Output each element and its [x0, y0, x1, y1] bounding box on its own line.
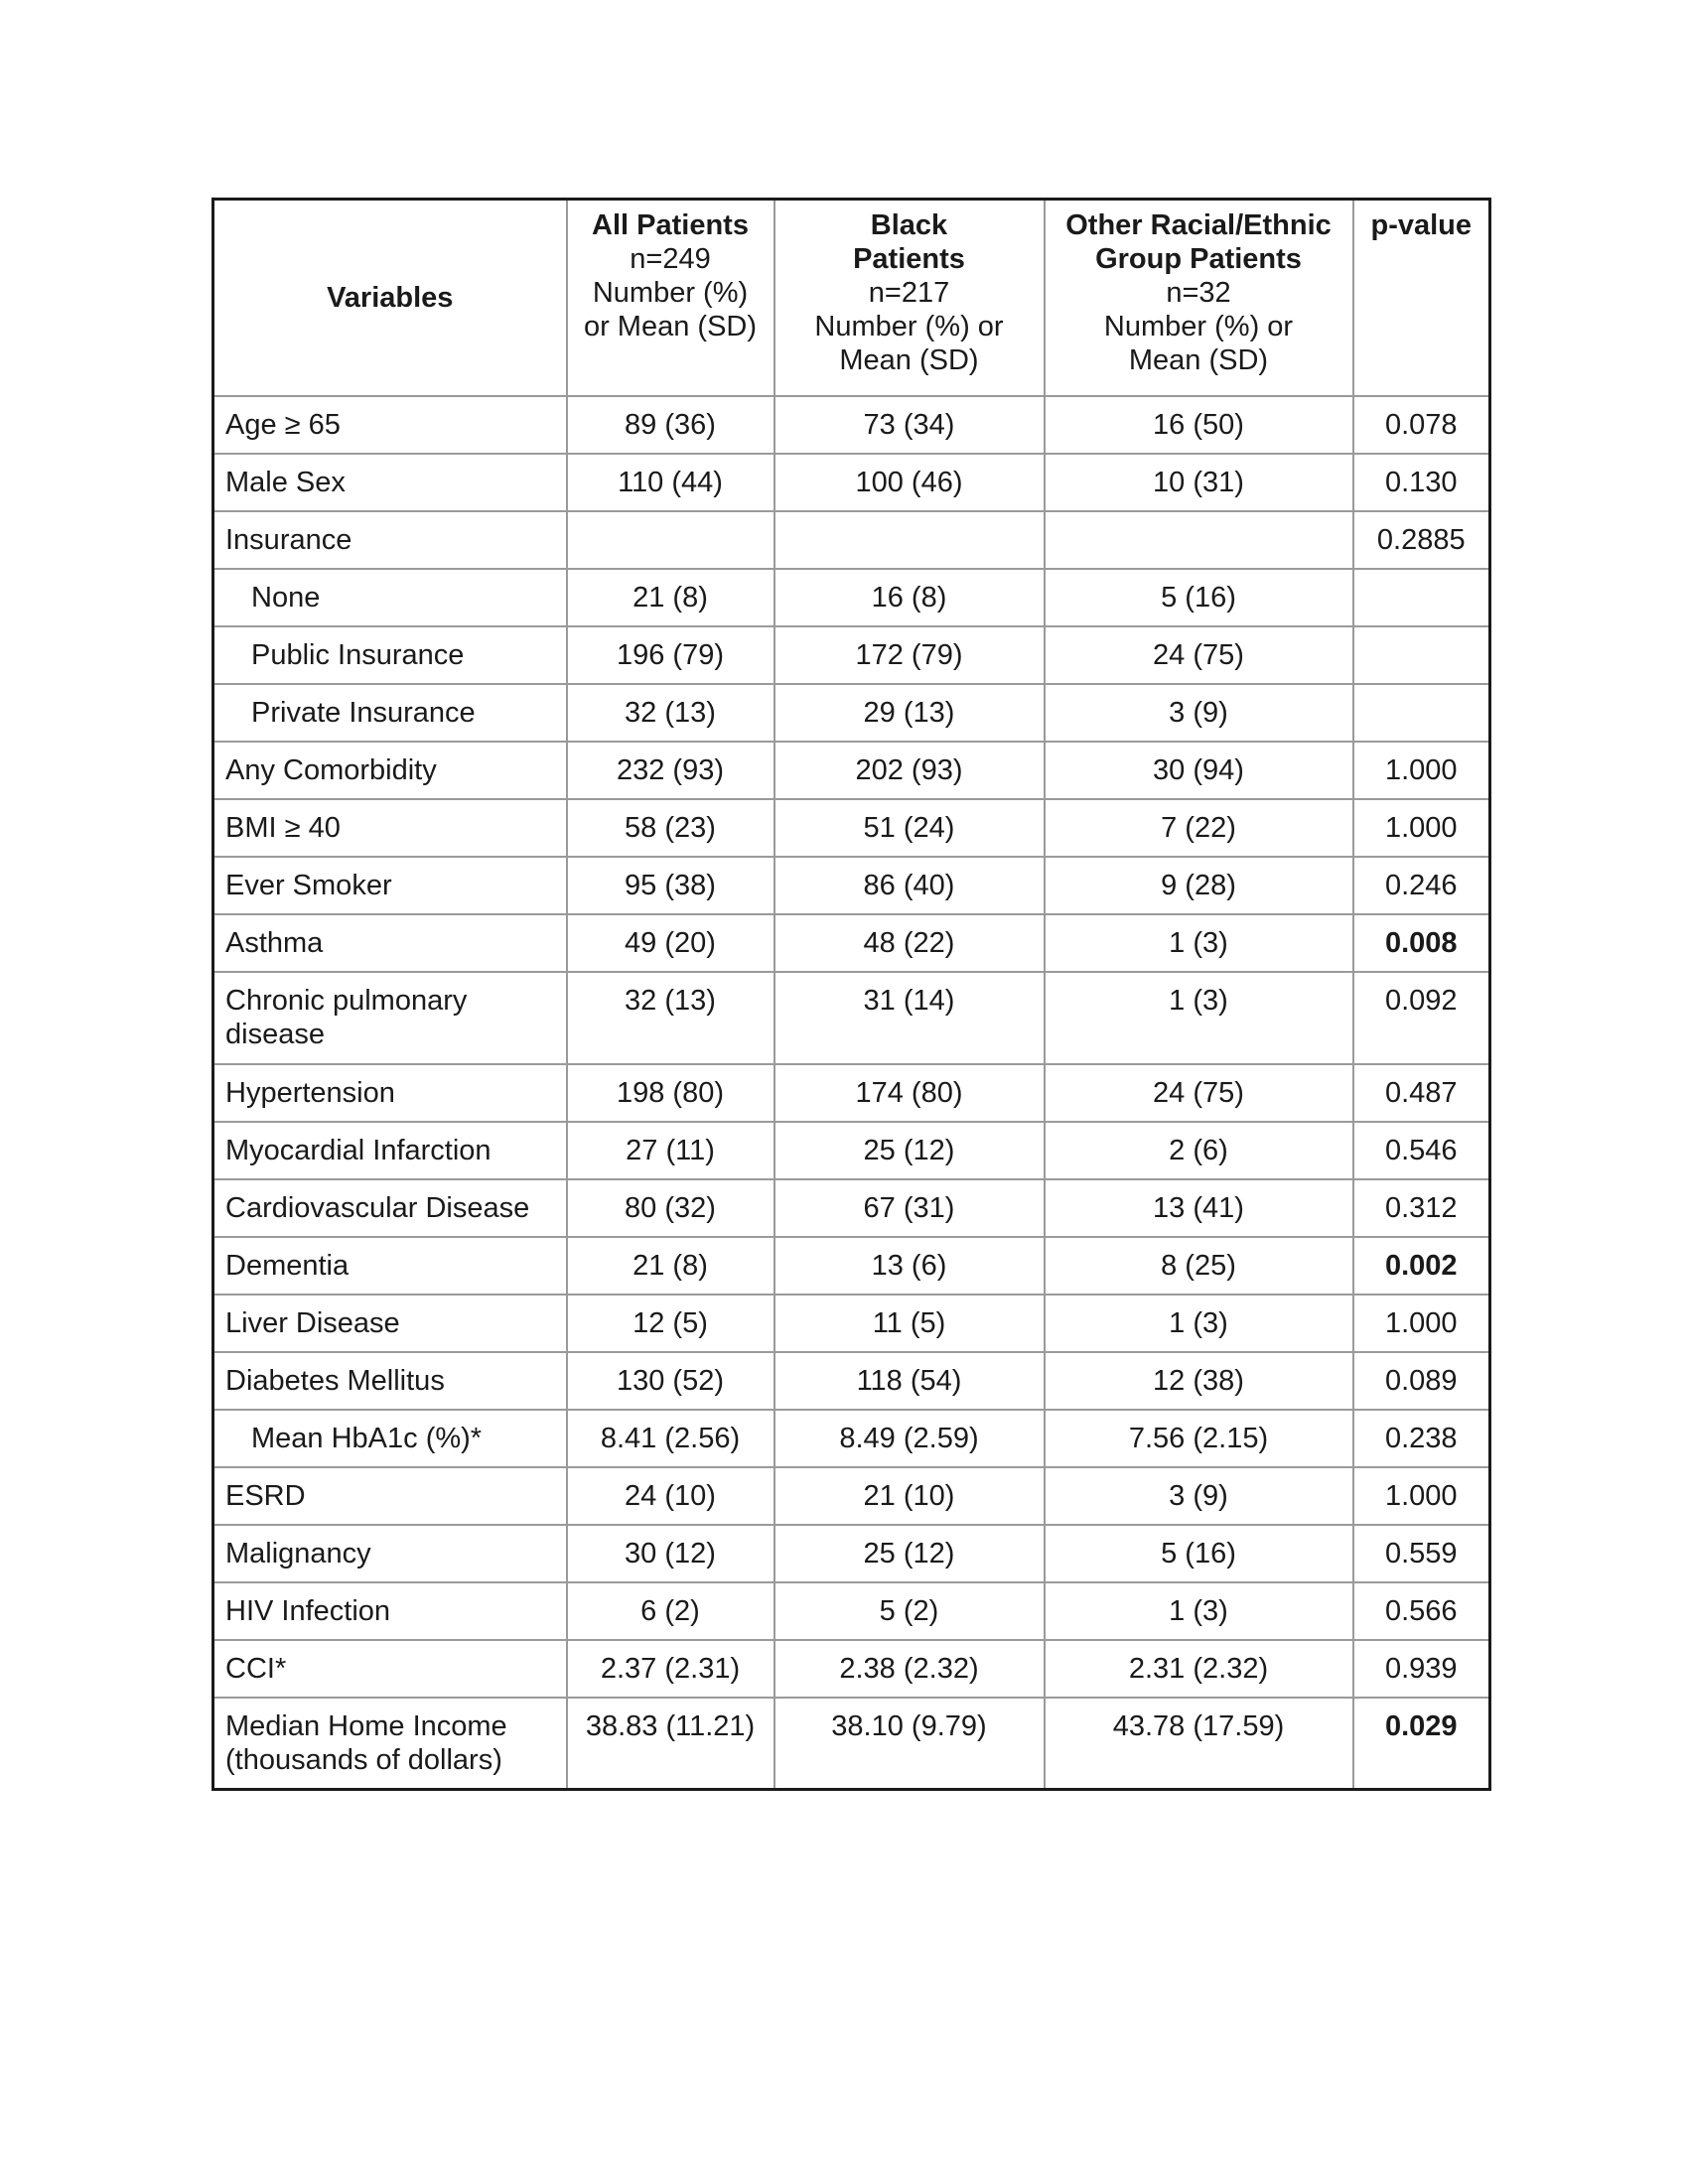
- cell-p-value: 0.238: [1353, 1410, 1490, 1467]
- cell-all: 32 (13): [567, 684, 774, 742]
- table-row: [213, 1410, 1490, 1467]
- header-p-value: [1353, 200, 1490, 396]
- table-row: [213, 626, 1490, 684]
- cell-other: 24 (75): [1045, 1064, 1353, 1122]
- cell-all: 110 (44): [567, 454, 774, 511]
- cell-black: 5 (2): [774, 1582, 1045, 1640]
- cell-p-value: 0.2885: [1353, 511, 1490, 569]
- cell-black: 48 (22): [774, 914, 1045, 972]
- cell-other: 1 (3): [1045, 1295, 1353, 1352]
- header-all-line1: Number (%): [592, 277, 749, 309]
- row-variable: Cardiovascular Disease: [213, 1179, 567, 1237]
- cell-other: 2 (6): [1045, 1122, 1353, 1179]
- row-variable: BMI ≥ 40: [213, 799, 567, 857]
- row-variable: None: [213, 569, 567, 626]
- header-p-value-label: p-value: [1370, 209, 1473, 241]
- cell-p-value: 1.000: [1353, 1295, 1490, 1352]
- cell-all: 232 (93): [567, 742, 774, 799]
- row-variable: Hypertension: [213, 1064, 567, 1122]
- header-other-title2: Group Patients: [1095, 243, 1302, 275]
- row-variable: Any Comorbidity: [213, 742, 567, 799]
- row-variable: Ever Smoker: [213, 857, 567, 914]
- cell-all: 198 (80): [567, 1064, 774, 1122]
- cell-p-value: 0.487: [1353, 1064, 1490, 1122]
- cell-p-value: 0.546: [1353, 1122, 1490, 1179]
- cell-p-value: 0.312: [1353, 1179, 1490, 1237]
- header-all-line2: or Mean (SD): [583, 311, 758, 342]
- cell-all: 80 (32): [567, 1179, 774, 1237]
- cell-other: 10 (31): [1045, 454, 1353, 511]
- row-variable: Diabetes Mellitus: [213, 1352, 567, 1410]
- cell-other: 5 (16): [1045, 1525, 1353, 1582]
- row-variable: [213, 972, 567, 1064]
- cell-black: 25 (12): [774, 1525, 1045, 1582]
- cell-all: 196 (79): [567, 626, 774, 684]
- table-row: [213, 914, 1490, 972]
- header-black-patients: [774, 200, 1045, 396]
- row-variable: Malignancy: [213, 1525, 567, 1582]
- table-row: [213, 1525, 1490, 1582]
- cell-all: 130 (52): [567, 1352, 774, 1410]
- cell-other: 2.31 (2.32): [1045, 1640, 1353, 1698]
- cell-black: 73 (34): [774, 396, 1045, 454]
- header-row: [213, 200, 1490, 396]
- cell-p-value: 1.000: [1353, 742, 1490, 799]
- cell-p-value: 0.078: [1353, 396, 1490, 454]
- header-other-title1: Other Racial/Ethnic: [1065, 209, 1332, 241]
- table-row: [213, 972, 1490, 1064]
- cell-all: 2.37 (2.31): [567, 1640, 774, 1698]
- row-variable-line2: (thousands of dollars): [225, 1743, 502, 1776]
- cell-all: 21 (8): [567, 1237, 774, 1295]
- cell-black: 174 (80): [774, 1064, 1045, 1122]
- table-row: [213, 1064, 1490, 1122]
- cell-other: 7.56 (2.15): [1045, 1410, 1353, 1467]
- table-row: [213, 1122, 1490, 1179]
- cell-black: 67 (31): [774, 1179, 1045, 1237]
- row-variable: CCI*: [213, 1640, 567, 1698]
- table-row: [213, 1467, 1490, 1525]
- cell-all: 8.41 (2.56): [567, 1410, 774, 1467]
- table-row: [213, 742, 1490, 799]
- row-variable: Public Insurance: [213, 626, 567, 684]
- table-row: [213, 396, 1490, 454]
- row-variable-line2: disease: [225, 1018, 325, 1050]
- cell-black: 13 (6): [774, 1237, 1045, 1295]
- table-row: [213, 684, 1490, 742]
- cell-all: 95 (38): [567, 857, 774, 914]
- cell-all: 6 (2): [567, 1582, 774, 1640]
- cell-black: 16 (8): [774, 569, 1045, 626]
- cell-other: 3 (9): [1045, 684, 1353, 742]
- table-header: [213, 200, 1490, 396]
- patient-characteristics-table: [211, 198, 1491, 1791]
- cell-black: 38.10 (9.79): [774, 1698, 1045, 1790]
- cell-black: 31 (14): [774, 972, 1045, 1064]
- cell-p-value: 0.559: [1353, 1525, 1490, 1582]
- cell-all: 24 (10): [567, 1467, 774, 1525]
- row-variable: Insurance: [213, 511, 567, 569]
- cell-p-value: 0.566: [1353, 1582, 1490, 1640]
- row-variable: HIV Infection: [213, 1582, 567, 1640]
- cell-p-value-significant: 0.029: [1353, 1698, 1490, 1790]
- row-variable: Myocardial Infarction: [213, 1122, 567, 1179]
- header-black-n: n=217: [868, 277, 950, 309]
- header-all-patients: [567, 200, 774, 396]
- table-row: [213, 1582, 1490, 1640]
- cell-p-value: 0.092: [1353, 972, 1490, 1064]
- cell-other: 30 (94): [1045, 742, 1353, 799]
- table-row: [213, 1179, 1490, 1237]
- cell-p-value: 0.939: [1353, 1640, 1490, 1698]
- header-all-n: n=249: [630, 243, 711, 275]
- header-other-n: n=32: [1166, 277, 1231, 309]
- cell-all: 49 (20): [567, 914, 774, 972]
- cell-black: 8.49 (2.59): [774, 1410, 1045, 1467]
- cell-p-value: 1.000: [1353, 799, 1490, 857]
- row-variable: Age ≥ 65: [213, 396, 567, 454]
- header-black-title2: Patients: [853, 243, 965, 275]
- cell-p-value: 1.000: [1353, 1467, 1490, 1525]
- cell-black: 2.38 (2.32): [774, 1640, 1045, 1698]
- header-all-title: All Patients: [592, 209, 749, 241]
- cell-all: 27 (11): [567, 1122, 774, 1179]
- cell-other: 12 (38): [1045, 1352, 1353, 1410]
- table-row: [213, 1352, 1490, 1410]
- cell-p-value-significant: 0.008: [1353, 914, 1490, 972]
- header-other-patients: [1045, 200, 1353, 396]
- cell-black: 172 (79): [774, 626, 1045, 684]
- cell-other: [1045, 511, 1353, 569]
- cell-black: 11 (5): [774, 1295, 1045, 1352]
- table-row: [213, 1698, 1490, 1790]
- row-variable: Liver Disease: [213, 1295, 567, 1352]
- header-variables: Variables: [213, 200, 567, 396]
- cell-p-value: 0.130: [1353, 454, 1490, 511]
- header-black-title1: Black: [870, 209, 948, 241]
- cell-black: 202 (93): [774, 742, 1045, 799]
- cell-all: 12 (5): [567, 1295, 774, 1352]
- cell-black: 29 (13): [774, 684, 1045, 742]
- row-variable: Asthma: [213, 914, 567, 972]
- row-variable: Male Sex: [213, 454, 567, 511]
- header-black-line2: Mean (SD): [839, 344, 979, 376]
- cell-all: 21 (8): [567, 569, 774, 626]
- header-other-line1: Number (%) or: [1103, 311, 1294, 342]
- cell-black: 21 (10): [774, 1467, 1045, 1525]
- row-variable: Mean HbA1c (%)*: [213, 1410, 567, 1467]
- table-row: [213, 454, 1490, 511]
- table-row: [213, 1295, 1490, 1352]
- table-row: [213, 857, 1490, 914]
- table-row: [213, 1237, 1490, 1295]
- characteristics-table-wrapper: [211, 198, 1488, 1791]
- cell-all: 30 (12): [567, 1525, 774, 1582]
- table-row: [213, 511, 1490, 569]
- cell-all: 32 (13): [567, 972, 774, 1064]
- cell-p-value: [1353, 684, 1490, 742]
- cell-other: 1 (3): [1045, 972, 1353, 1064]
- cell-other: 9 (28): [1045, 857, 1353, 914]
- table-row: [213, 1640, 1490, 1698]
- cell-other: 1 (3): [1045, 914, 1353, 972]
- cell-black: 118 (54): [774, 1352, 1045, 1410]
- header-black-line1: Number (%) or: [814, 311, 1004, 342]
- cell-other: 24 (75): [1045, 626, 1353, 684]
- cell-black: 86 (40): [774, 857, 1045, 914]
- row-variable: Dementia: [213, 1237, 567, 1295]
- row-variable-line1: Chronic pulmonary: [225, 984, 468, 1017]
- cell-p-value-significant: 0.002: [1353, 1237, 1490, 1295]
- cell-other: 16 (50): [1045, 396, 1353, 454]
- cell-p-value: [1353, 626, 1490, 684]
- cell-black: 100 (46): [774, 454, 1045, 511]
- cell-other: 43.78 (17.59): [1045, 1698, 1353, 1790]
- table-body: [213, 396, 1490, 1790]
- cell-other: 5 (16): [1045, 569, 1353, 626]
- cell-black: 51 (24): [774, 799, 1045, 857]
- cell-other: 7 (22): [1045, 799, 1353, 857]
- cell-p-value: 0.089: [1353, 1352, 1490, 1410]
- cell-all: 58 (23): [567, 799, 774, 857]
- cell-p-value: [1353, 569, 1490, 626]
- row-variable: ESRD: [213, 1467, 567, 1525]
- cell-all: 89 (36): [567, 396, 774, 454]
- cell-black: [774, 511, 1045, 569]
- cell-other: 3 (9): [1045, 1467, 1353, 1525]
- cell-other: 1 (3): [1045, 1582, 1353, 1640]
- table-row: [213, 569, 1490, 626]
- row-variable: [213, 1698, 567, 1790]
- cell-all: 38.83 (11.21): [567, 1698, 774, 1790]
- cell-p-value: 0.246: [1353, 857, 1490, 914]
- cell-all: [567, 511, 774, 569]
- table-row: [213, 799, 1490, 857]
- cell-black: 25 (12): [774, 1122, 1045, 1179]
- row-variable-line1: Median Home Income: [225, 1709, 507, 1742]
- row-variable: Private Insurance: [213, 684, 567, 742]
- header-other-line2: Mean (SD): [1128, 344, 1269, 376]
- cell-other: 13 (41): [1045, 1179, 1353, 1237]
- cell-other: 8 (25): [1045, 1237, 1353, 1295]
